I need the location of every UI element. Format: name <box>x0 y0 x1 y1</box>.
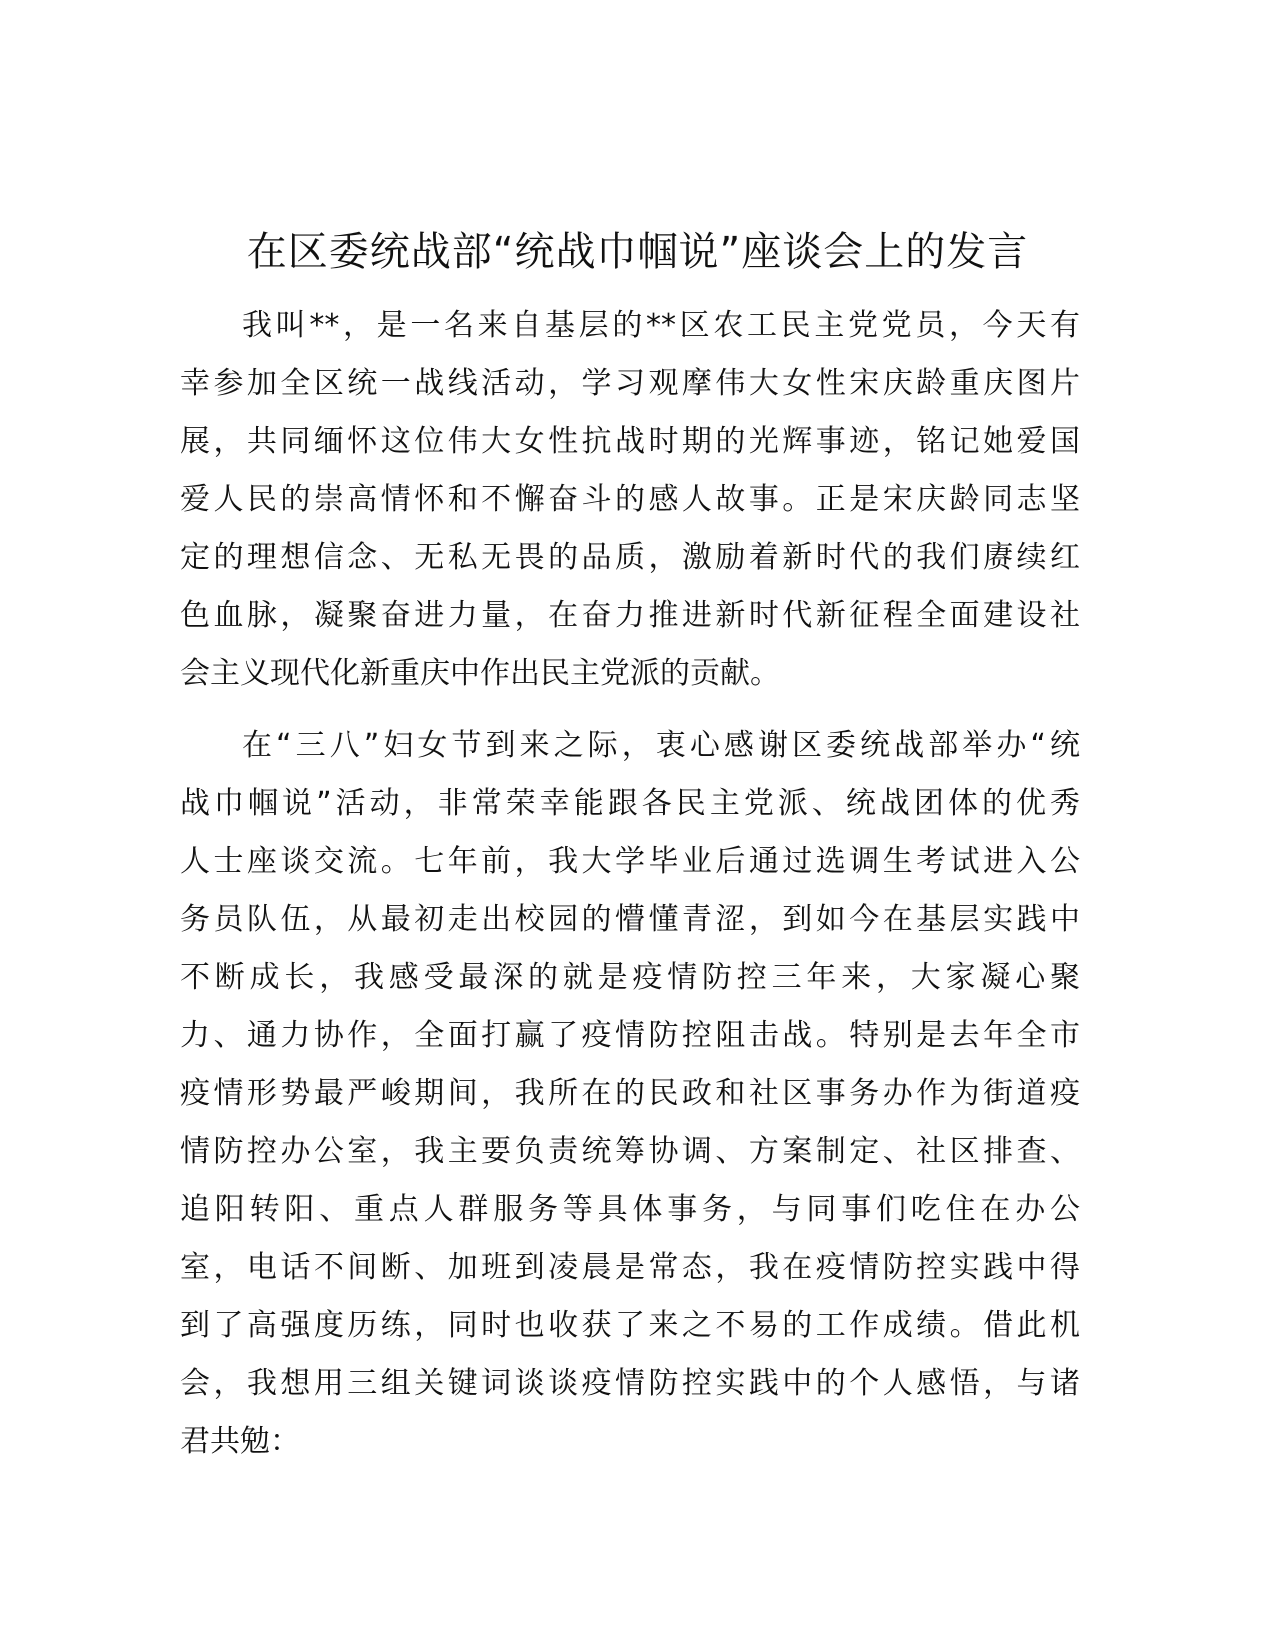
paragraph-line: 战巾帼说”活动，非常荣幸能跟各民主党派、统战团体的优秀 <box>180 786 1080 821</box>
paragraph-line: 追阳转阳、重点人群服务等具体事务，与同事们吃住在办公 <box>180 1192 1080 1227</box>
paragraph-line: 不断成长，我感受最深的就是疫情防控三年来，大家凝心聚 <box>180 960 1080 995</box>
paragraph-line: 会，我想用三组关键词谈谈疫情防控实践中的个人感悟，与诸 <box>180 1366 1080 1401</box>
document-body <box>180 297 1080 1471</box>
paragraph-line: 到了高强度历练，同时也收获了来之不易的工作成绩。借此机 <box>180 1308 1080 1343</box>
paragraph-line: 定的理想信念、无私无畏的品质，激励着新时代的我们赓续红 <box>180 540 1080 575</box>
paragraph-2 <box>180 717 1080 1471</box>
paragraph-line: 爱人民的崇高情怀和不懈奋斗的感人故事。正是宋庆龄同志坚 <box>180 482 1080 517</box>
paragraph-line: 展，共同缅怀这位伟大女性抗战时期的光辉事迹，铭记她爱国 <box>180 424 1080 459</box>
paragraph-line: 人士座谈交流。七年前，我大学毕业后通过选调生考试进入公 <box>180 844 1080 879</box>
paragraph-line: 幸参加全区统一战线活动，学习观摩伟大女性宋庆龄重庆图片 <box>180 366 1080 401</box>
document-title: 在区委统战部“统战巾帼说”座谈会上的发言 <box>246 229 1029 275</box>
paragraph-line: 我叫**，是一名来自基层的**区农工民主党党员，今天有 <box>242 308 1080 343</box>
paragraph-line: 色血脉，凝聚奋进力量，在奋力推进新时代新征程全面建设社 <box>180 598 1080 633</box>
paragraph-line: 力、通力协作，全面打赢了疫情防控阻击战。特别是去年全市 <box>180 1018 1080 1053</box>
paragraph-line: 室，电话不间断、加班到凌晨是常态，我在疫情防控实践中得 <box>180 1250 1080 1285</box>
paragraph-line: 务员队伍，从最初走出校园的懵懂青涩，到如今在基层实践中 <box>180 902 1080 937</box>
paragraph-line: 会主义现代化新重庆中作出民主党派的贡献。 <box>180 656 780 691</box>
paragraph-line: 君共勉： <box>180 1424 300 1459</box>
paragraph-line: 在“三八”妇女节到来之际，衷心感谢区委统战部举办“统 <box>242 728 1080 763</box>
paragraph-1 <box>180 297 1080 703</box>
paragraph-line: 疫情形势最严峻期间，我所在的民政和社区事务办作为街道疫 <box>180 1076 1080 1111</box>
paragraph-line: 情防控办公室，我主要负责统筹协调、方案制定、社区排查、 <box>180 1134 1080 1169</box>
